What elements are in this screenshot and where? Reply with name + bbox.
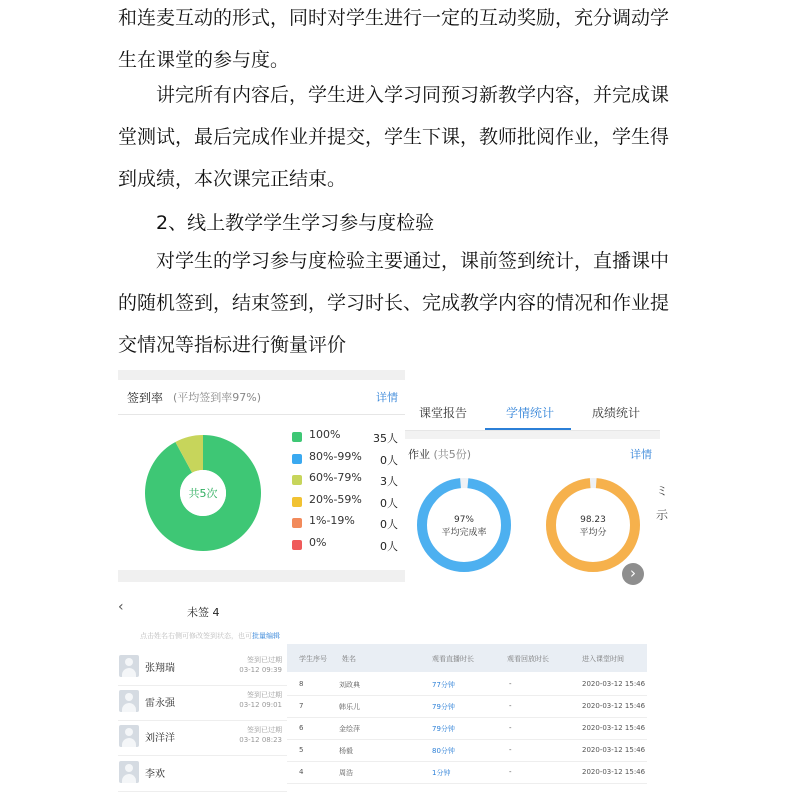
- list-item[interactable]: [118, 685, 290, 721]
- legend-value: 35人: [373, 432, 398, 445]
- cell-enter: 2020-03-12 15:46: [582, 746, 646, 754]
- donut-center-label: 共5次: [188, 487, 218, 500]
- legend-swatch: [292, 454, 302, 464]
- homework-section-title: [408, 446, 471, 462]
- cell-no: 6: [299, 724, 304, 732]
- homework-count: (共5份): [433, 448, 472, 461]
- legend-swatch: [292, 497, 302, 507]
- cell-name: 刘政典: [339, 681, 360, 689]
- legend-value: 3人: [380, 475, 398, 488]
- cell-enter: 2020-03-12 15:46: [582, 680, 646, 688]
- average-score-ring: [545, 477, 641, 573]
- signin-time: 03-12 08:23: [239, 736, 282, 744]
- watch-time-table: [287, 636, 647, 804]
- table-row: [287, 761, 647, 784]
- homework-detail-link[interactable]: 详情: [630, 448, 652, 461]
- signin-status[interactable]: 签到已过期: [247, 726, 282, 734]
- table-row: [287, 739, 647, 762]
- card-bottom-band: [118, 570, 405, 582]
- legend-value: 0人: [380, 539, 398, 553]
- legend-item: [290, 450, 402, 472]
- cell-replay: -: [509, 680, 512, 688]
- col-replay-duration: 观看回放时长: [507, 655, 549, 663]
- cell-live: 80分钟: [432, 747, 455, 755]
- average-score-label: 平均分: [579, 528, 607, 538]
- cell-name: 韩乐儿: [339, 703, 360, 711]
- unsigned-list-card: [118, 598, 290, 804]
- cell-enter: 2020-03-12 15:46: [582, 702, 646, 710]
- completion-rate-ring: [416, 477, 512, 573]
- legend-swatch: [292, 432, 302, 442]
- avatar: [119, 690, 139, 712]
- signin-legend: [290, 428, 402, 557]
- unsigned-title: 未签 4: [187, 606, 220, 619]
- table-row: [287, 673, 647, 696]
- active-tab-indicator: [485, 428, 571, 430]
- cell-live: 79分钟: [432, 725, 455, 733]
- cell-name: 金绘萍: [339, 725, 360, 733]
- cell-name: 杨毅: [339, 747, 353, 755]
- legend-label: 60%-79%: [309, 471, 362, 484]
- cell-live: 77分钟: [432, 681, 455, 689]
- legend-item: [290, 493, 402, 515]
- signin-time: 03-12 09:01: [239, 701, 282, 709]
- edge-fragment: ミ: [656, 484, 669, 498]
- cell-no: 7: [299, 702, 304, 710]
- completion-rate-label: 平均完成率: [441, 528, 487, 538]
- cell-replay: -: [509, 768, 512, 776]
- legend-swatch: [292, 518, 302, 528]
- cell-no: 8: [299, 680, 304, 688]
- col-live-duration: 观看直播时长: [432, 655, 474, 663]
- cell-live: 1分钟: [432, 769, 451, 777]
- legend-item: [290, 514, 402, 536]
- legend-swatch: [292, 475, 302, 485]
- signin-title: 签到率: [127, 391, 164, 405]
- tab-class-report[interactable]: 课堂报告: [419, 406, 468, 420]
- card-top-band: [118, 370, 405, 380]
- cell-enter: 2020-03-12 15:46: [582, 768, 646, 776]
- col-enter-time: 进入课堂时间: [582, 655, 624, 663]
- signin-time: 03-12 09:39: [239, 666, 282, 674]
- legend-label: 20%-59%: [309, 492, 362, 506]
- student-name: 李欢: [145, 769, 165, 780]
- section-divider: [405, 431, 660, 439]
- ring-progress-arc: [551, 483, 635, 567]
- next-arrow-icon[interactable]: ›: [622, 563, 644, 585]
- avatar: [119, 761, 139, 783]
- ring-progress-arc: [422, 483, 506, 567]
- signin-card-header: [118, 384, 405, 415]
- paragraph-interaction: 和连麦互动的形式，同时对学生进行一定的互动奖励，充分调动学生在课堂的参与度。: [118, 7, 670, 71]
- list-item[interactable]: [118, 756, 290, 792]
- edit-hint-text: 点击姓名右侧可修改签到状态，也可: [140, 632, 252, 640]
- table-header: [287, 644, 647, 672]
- student-name: 张翔瑞: [145, 663, 175, 674]
- legend-value: 0人: [380, 518, 398, 531]
- edge-fragment: 示: [656, 508, 669, 522]
- cell-replay: -: [509, 702, 512, 710]
- list-item[interactable]: [118, 720, 290, 756]
- col-student-no: 学生序号: [299, 655, 327, 663]
- signin-donut-chart: [145, 435, 261, 551]
- legend-item: [290, 536, 402, 558]
- legend-swatch: [292, 540, 302, 550]
- tab-learning-stats[interactable]: 学情统计: [506, 406, 555, 420]
- legend-item: [290, 428, 402, 450]
- cell-no: 5: [299, 746, 304, 754]
- paragraph-participation: 对学生的学习参与度检验主要通过，课前签到统计，直播课中的随机签到，结束签到，学习时长、完成教学内容的情况和作业提交情况等指标进行衡量评价: [118, 250, 670, 356]
- cell-no: 4: [299, 768, 304, 776]
- cell-name: 周浩: [339, 769, 353, 777]
- cell-replay: -: [509, 724, 512, 732]
- table-row: [287, 695, 647, 718]
- avatar: [119, 725, 139, 747]
- legend-value: 0人: [380, 496, 398, 510]
- list-item[interactable]: [118, 650, 290, 686]
- paragraph-after-class: 讲完所有内容后，学生进入学习同预习新教学内容，并完成课堂测试，最后完成作业并提交，学生下课，教师批阅作业，学生得到成绩，本次课完正结束。: [118, 84, 670, 190]
- homework-label: 作业: [408, 448, 430, 461]
- cell-enter: 2020-03-12 15:46: [582, 724, 646, 732]
- cell-live: 79分钟: [432, 703, 455, 711]
- tab-score-stats[interactable]: 成绩统计: [592, 406, 641, 420]
- legend-label: 0%: [309, 535, 327, 549]
- col-name: 姓名: [342, 655, 356, 663]
- completion-rate-value: 97%: [453, 515, 475, 525]
- stats-tabs: [405, 394, 660, 431]
- legend-label: 100%: [309, 428, 341, 441]
- signin-detail-link[interactable]: 详情: [376, 391, 398, 404]
- student-name: 刘洋洋: [145, 733, 175, 744]
- batch-edit-link[interactable]: 批量编辑: [252, 632, 280, 640]
- edit-hint: [140, 631, 280, 641]
- signin-average: (平均签到率97%): [173, 391, 262, 404]
- student-name: 雷永强: [145, 698, 175, 709]
- legend-label: 80%-99%: [309, 449, 362, 463]
- section-heading: 2、线上教学学生学习参与度检验: [156, 212, 435, 234]
- signin-status[interactable]: 签到已过期: [247, 691, 282, 699]
- avatar: [119, 655, 139, 677]
- signin-rate-card: [118, 370, 405, 590]
- cell-replay: -: [509, 746, 512, 754]
- learning-stats-card: [405, 394, 660, 591]
- legend-value: 0人: [380, 453, 398, 467]
- legend-item: [290, 471, 402, 493]
- average-score-value: 98.23: [580, 515, 606, 525]
- legend-label: 1%-19%: [309, 514, 355, 527]
- table-row: [287, 717, 647, 740]
- back-arrow-icon[interactable]: ‹: [118, 599, 124, 615]
- signin-status[interactable]: 签到已过期: [247, 656, 282, 664]
